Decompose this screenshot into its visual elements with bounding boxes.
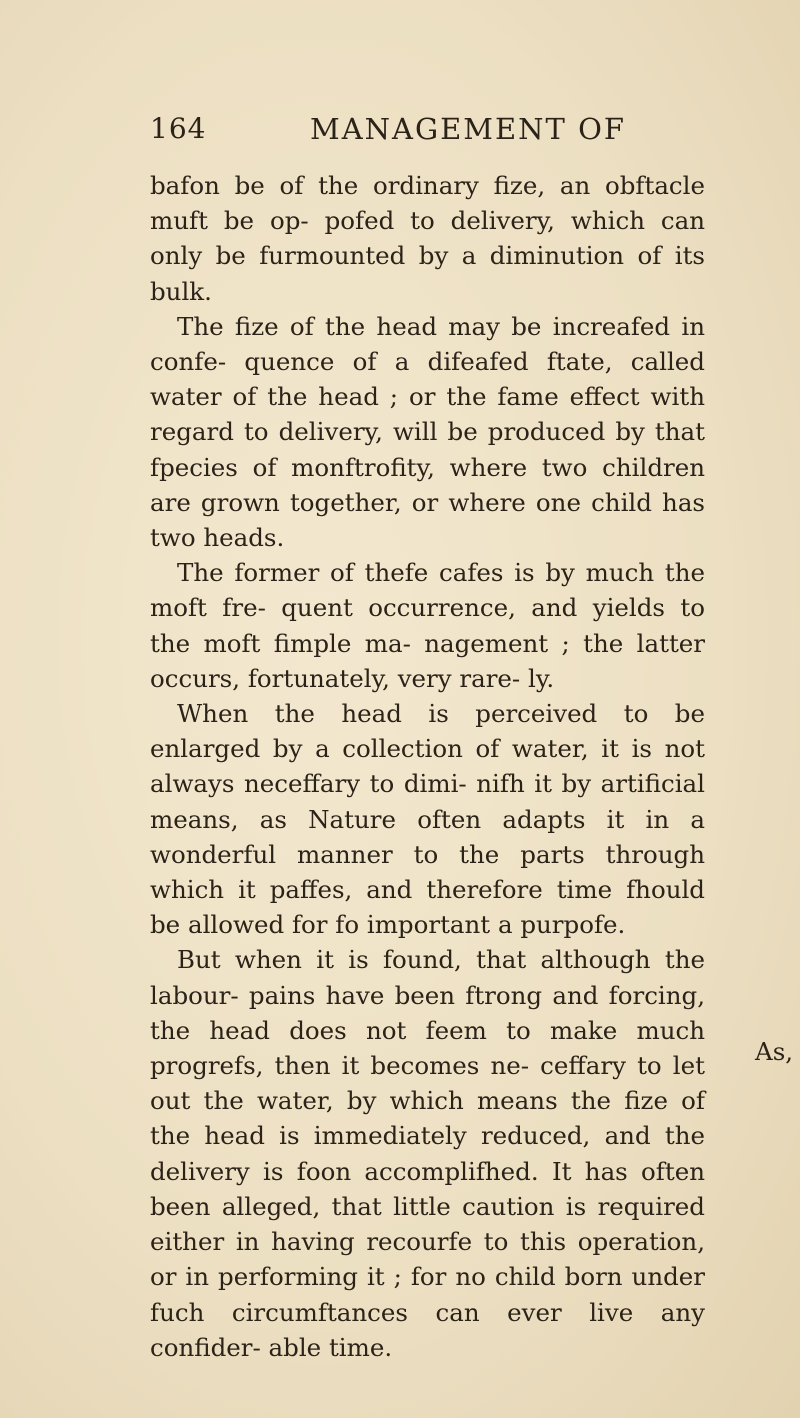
paragraph: The former of thefe cafes is by much the moft fre- quent occurrence, and yields to the moft fimple ma- nagement ; the latter occurs, fortunately, very rare- ly. — [150, 558, 705, 693]
paragraph: The fize of the head may be increafed in confe- quence of a difeafed ftate, called water of the head ; or the fame effect with regard to delivery, will be produced by that fpecies of monftrofity, where two children are grown together, or where one child has two heads. — [150, 311, 705, 553]
catchword: As, — [755, 1037, 794, 1066]
page-header — [150, 112, 670, 152]
body-text — [150, 168, 705, 1365]
paragraph-continuation: bafon be of the ordinary fize, an obftacle muft be op- pofed to delivery, which can only be furmounted by a diminution of its bulk. — [150, 171, 705, 306]
running-head: MANAGEMENT OF — [310, 112, 626, 146]
page-number: 164 — [150, 112, 207, 145]
paragraph: When the head is perceived to be enlarged by a collection of water, it is not always neceffary to dimi- nifh it by artificial means, as Nature often adapts it in a wonderful manner to the parts through which it paffes, and therefore time fhould be allowed for fo important a purpofe. — [150, 699, 705, 940]
paragraph: But when it is found, that although the labour- pains have been ftrong and forcing, the head does not feem to make much progrefs, then it becomes ne- ceffary to let out the water, by which means the fize of the head is immediately reduced, and the delivery is foon accomplifhed. It has often been alleged, that little caution is required either in having recourfe to this operation, or in performing it ; for no child born under fuch circumftances can ever live any confider- able time. — [150, 945, 705, 1362]
